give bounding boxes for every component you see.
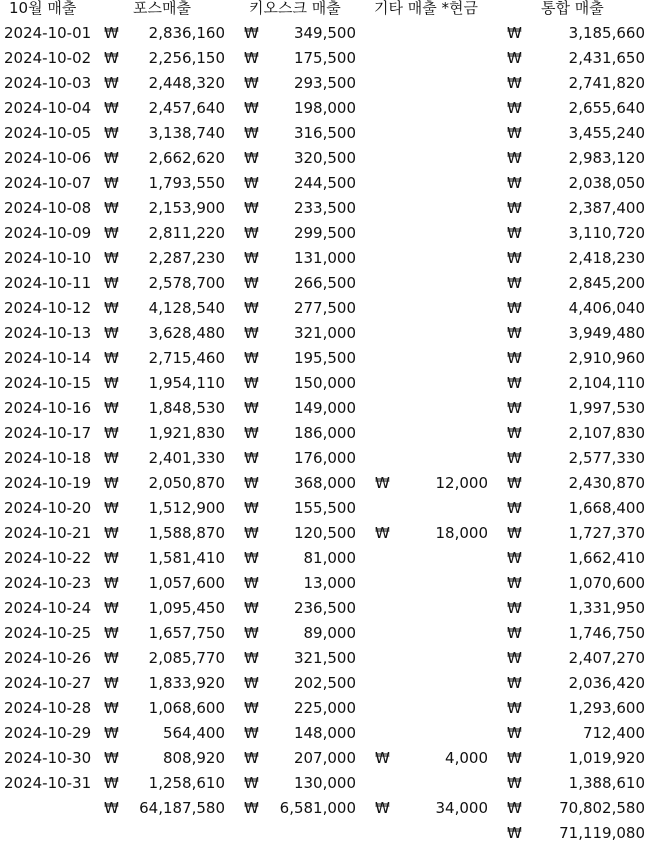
currency-icon: ₩ <box>104 674 119 692</box>
row-date: 2024-10-23 <box>4 574 92 592</box>
row-total-sales: 3,949,480 <box>568 324 645 342</box>
currency-icon: ₩ <box>244 199 259 217</box>
table-row <box>0 496 656 521</box>
row-pos-sales: 1,057,600 <box>148 574 225 592</box>
row-pos-sales: 2,578,700 <box>148 274 225 292</box>
currency-icon: ₩ <box>244 699 259 717</box>
currency-icon: ₩ <box>244 599 259 617</box>
table-row <box>0 421 656 446</box>
row-pos-sales: 1,921,830 <box>148 424 225 442</box>
row-date: 2024-10-13 <box>4 324 92 342</box>
currency-icon: ₩ <box>104 724 119 742</box>
currency-icon: ₩ <box>244 299 259 317</box>
row-total-sales: 1,746,750 <box>568 624 645 642</box>
currency-icon: ₩ <box>507 399 522 417</box>
currency-icon: ₩ <box>244 349 259 367</box>
row-pos-sales: 1,848,530 <box>148 399 225 417</box>
currency-icon: ₩ <box>507 374 522 392</box>
currency-icon: ₩ <box>375 799 390 817</box>
row-total-sales: 4,406,040 <box>568 299 645 317</box>
row-total-sales: 2,036,420 <box>568 674 645 692</box>
row-total-sales: 2,577,330 <box>568 449 645 467</box>
currency-icon: ₩ <box>507 99 522 117</box>
currency-icon: ₩ <box>104 299 119 317</box>
table-row <box>0 71 656 96</box>
currency-icon: ₩ <box>507 149 522 167</box>
row-date: 2024-10-26 <box>4 649 92 667</box>
table-row <box>0 471 656 496</box>
row-kiosk-sales: 299,500 <box>293 224 356 242</box>
currency-icon: ₩ <box>104 799 119 817</box>
currency-icon: ₩ <box>104 99 119 117</box>
row-pos-sales: 3,138,740 <box>148 124 225 142</box>
row-pos-sales: 2,287,230 <box>148 249 225 267</box>
row-total-sales: 2,387,400 <box>568 199 645 217</box>
row-total-sales: 1,997,530 <box>568 399 645 417</box>
currency-icon: ₩ <box>104 324 119 342</box>
row-kiosk-sales: 266,500 <box>293 274 356 292</box>
currency-icon: ₩ <box>104 149 119 167</box>
row-date: 2024-10-03 <box>4 74 92 92</box>
currency-icon: ₩ <box>507 449 522 467</box>
currency-icon: ₩ <box>507 199 522 217</box>
currency-icon: ₩ <box>244 524 259 542</box>
currency-icon: ₩ <box>104 274 119 292</box>
row-pos-sales: 2,662,620 <box>148 149 225 167</box>
header-other-sales: 기타 매출 *현금 <box>374 0 478 17</box>
table-row <box>0 271 656 296</box>
row-date: 2024-10-20 <box>4 499 92 517</box>
currency-icon: ₩ <box>507 499 522 517</box>
row-kiosk-sales: 149,000 <box>293 399 356 417</box>
currency-icon: ₩ <box>104 499 119 517</box>
currency-icon: ₩ <box>104 549 119 567</box>
row-pos-sales: 1,258,610 <box>148 774 225 792</box>
row-total-sales: 2,431,650 <box>568 49 645 67</box>
table-row <box>0 621 656 646</box>
row-total-sales: 2,038,050 <box>568 174 645 192</box>
currency-icon: ₩ <box>507 624 522 642</box>
grand-total-row <box>0 821 656 846</box>
currency-icon: ₩ <box>507 524 522 542</box>
row-other-sales: 18,000 <box>435 524 488 542</box>
row-total-sales: 2,741,820 <box>568 74 645 92</box>
total-kiosk: 6,581,000 <box>279 799 356 817</box>
row-pos-sales: 2,085,770 <box>148 649 225 667</box>
row-kiosk-sales: 81,000 <box>303 549 356 567</box>
currency-icon: ₩ <box>507 549 522 567</box>
row-date: 2024-10-05 <box>4 124 92 142</box>
currency-icon: ₩ <box>104 699 119 717</box>
currency-icon: ₩ <box>244 549 259 567</box>
row-date: 2024-10-31 <box>4 774 92 792</box>
header-total-sales: 통합 매출 <box>541 0 604 17</box>
row-date: 2024-10-28 <box>4 699 92 717</box>
row-total-sales: 1,070,600 <box>568 574 645 592</box>
currency-icon: ₩ <box>244 24 259 42</box>
currency-icon: ₩ <box>104 524 119 542</box>
row-date: 2024-10-21 <box>4 524 92 542</box>
row-pos-sales: 1,657,750 <box>148 624 225 642</box>
row-kiosk-sales: 321,000 <box>293 324 356 342</box>
currency-icon: ₩ <box>104 199 119 217</box>
row-date: 2024-10-04 <box>4 99 92 117</box>
currency-icon: ₩ <box>507 649 522 667</box>
row-total-sales: 1,662,410 <box>568 549 645 567</box>
currency-icon: ₩ <box>244 624 259 642</box>
currency-icon: ₩ <box>507 249 522 267</box>
row-kiosk-sales: 321,500 <box>293 649 356 667</box>
row-date: 2024-10-19 <box>4 474 92 492</box>
row-date: 2024-10-07 <box>4 174 92 192</box>
currency-icon: ₩ <box>244 224 259 242</box>
currency-icon: ₩ <box>244 674 259 692</box>
table-row <box>0 371 656 396</box>
table-row <box>0 321 656 346</box>
row-date: 2024-10-10 <box>4 249 92 267</box>
row-kiosk-sales: 186,000 <box>293 424 356 442</box>
row-date: 2024-10-29 <box>4 724 92 742</box>
row-total-sales: 2,104,110 <box>568 374 645 392</box>
row-kiosk-sales: 120,500 <box>293 524 356 542</box>
table-row <box>0 21 656 46</box>
currency-icon: ₩ <box>507 49 522 67</box>
currency-icon: ₩ <box>507 599 522 617</box>
table-row <box>0 96 656 121</box>
table-row <box>0 121 656 146</box>
row-date: 2024-10-18 <box>4 449 92 467</box>
row-total-sales: 712,400 <box>582 724 645 742</box>
currency-icon: ₩ <box>104 224 119 242</box>
currency-icon: ₩ <box>104 574 119 592</box>
row-pos-sales: 1,954,110 <box>148 374 225 392</box>
currency-icon: ₩ <box>507 274 522 292</box>
row-pos-sales: 2,153,900 <box>148 199 225 217</box>
currency-icon: ₩ <box>244 449 259 467</box>
grand-total: 71,119,080 <box>559 824 645 842</box>
table-row <box>0 446 656 471</box>
currency-icon: ₩ <box>507 24 522 42</box>
row-pos-sales: 1,588,870 <box>148 524 225 542</box>
table-row <box>0 296 656 321</box>
row-date: 2024-10-27 <box>4 674 92 692</box>
row-kiosk-sales: 148,000 <box>293 724 356 742</box>
row-kiosk-sales: 277,500 <box>293 299 356 317</box>
currency-icon: ₩ <box>104 174 119 192</box>
table-row <box>0 746 656 771</box>
currency-icon: ₩ <box>104 399 119 417</box>
row-total-sales: 2,418,230 <box>568 249 645 267</box>
row-kiosk-sales: 316,500 <box>293 124 356 142</box>
row-date: 2024-10-15 <box>4 374 92 392</box>
currency-icon: ₩ <box>104 74 119 92</box>
row-kiosk-sales: 131,000 <box>293 249 356 267</box>
row-date: 2024-10-14 <box>4 349 92 367</box>
table-row <box>0 46 656 71</box>
currency-icon: ₩ <box>244 499 259 517</box>
currency-icon: ₩ <box>507 349 522 367</box>
row-total-sales: 3,185,660 <box>568 24 645 42</box>
header-date: 10월 매출 <box>9 0 77 17</box>
row-pos-sales: 1,512,900 <box>148 499 225 517</box>
table-row <box>0 771 656 796</box>
currency-icon: ₩ <box>507 299 522 317</box>
currency-icon: ₩ <box>104 749 119 767</box>
row-kiosk-sales: 195,500 <box>293 349 356 367</box>
row-total-sales: 1,293,600 <box>568 699 645 717</box>
currency-icon: ₩ <box>104 474 119 492</box>
row-kiosk-sales: 202,500 <box>293 674 356 692</box>
row-kiosk-sales: 349,500 <box>293 24 356 42</box>
currency-icon: ₩ <box>507 324 522 342</box>
currency-icon: ₩ <box>507 749 522 767</box>
row-total-sales: 2,910,960 <box>568 349 645 367</box>
currency-icon: ₩ <box>104 49 119 67</box>
currency-icon: ₩ <box>104 24 119 42</box>
currency-icon: ₩ <box>375 749 390 767</box>
row-pos-sales: 808,920 <box>162 749 225 767</box>
currency-icon: ₩ <box>507 574 522 592</box>
currency-icon: ₩ <box>507 824 522 842</box>
currency-icon: ₩ <box>244 274 259 292</box>
row-date: 2024-10-25 <box>4 624 92 642</box>
row-total-sales: 2,430,870 <box>568 474 645 492</box>
row-total-sales: 3,110,720 <box>568 224 645 242</box>
currency-icon: ₩ <box>104 424 119 442</box>
row-total-sales: 1,727,370 <box>568 524 645 542</box>
currency-icon: ₩ <box>507 124 522 142</box>
table-row <box>0 396 656 421</box>
currency-icon: ₩ <box>507 724 522 742</box>
row-date: 2024-10-12 <box>4 299 92 317</box>
header-pos-sales: 포스매출 <box>133 0 191 17</box>
row-total-sales: 2,107,830 <box>568 424 645 442</box>
row-total-sales: 2,983,120 <box>568 149 645 167</box>
row-pos-sales: 2,401,330 <box>148 449 225 467</box>
row-kiosk-sales: 150,000 <box>293 374 356 392</box>
currency-icon: ₩ <box>104 624 119 642</box>
row-kiosk-sales: 207,000 <box>293 749 356 767</box>
currency-icon: ₩ <box>244 374 259 392</box>
currency-icon: ₩ <box>507 674 522 692</box>
row-pos-sales: 1,095,450 <box>148 599 225 617</box>
currency-icon: ₩ <box>244 749 259 767</box>
currency-icon: ₩ <box>244 99 259 117</box>
currency-icon: ₩ <box>104 124 119 142</box>
table-row <box>0 246 656 271</box>
row-pos-sales: 4,128,540 <box>148 299 225 317</box>
currency-icon: ₩ <box>244 74 259 92</box>
row-date: 2024-10-17 <box>4 424 92 442</box>
table-row <box>0 546 656 571</box>
currency-icon: ₩ <box>244 799 259 817</box>
currency-icon: ₩ <box>507 224 522 242</box>
row-pos-sales: 2,448,320 <box>148 74 225 92</box>
row-kiosk-sales: 198,000 <box>293 99 356 117</box>
currency-icon: ₩ <box>507 799 522 817</box>
table-row <box>0 146 656 171</box>
row-pos-sales: 2,811,220 <box>148 224 225 242</box>
row-total-sales: 1,388,610 <box>568 774 645 792</box>
currency-icon: ₩ <box>244 149 259 167</box>
totals-row <box>0 796 656 821</box>
currency-icon: ₩ <box>104 249 119 267</box>
row-kiosk-sales: 176,000 <box>293 449 356 467</box>
currency-icon: ₩ <box>244 649 259 667</box>
currency-icon: ₩ <box>507 424 522 442</box>
table-row <box>0 646 656 671</box>
row-date: 2024-10-02 <box>4 49 92 67</box>
currency-icon: ₩ <box>244 124 259 142</box>
table-row <box>0 196 656 221</box>
total-pos: 64,187,580 <box>139 799 225 817</box>
row-other-sales: 12,000 <box>435 474 488 492</box>
row-date: 2024-10-08 <box>4 199 92 217</box>
row-pos-sales: 2,256,150 <box>148 49 225 67</box>
total-combined: 70,802,580 <box>559 799 645 817</box>
row-kiosk-sales: 175,500 <box>293 49 356 67</box>
row-kiosk-sales: 368,000 <box>293 474 356 492</box>
currency-icon: ₩ <box>104 774 119 792</box>
table-row <box>0 221 656 246</box>
currency-icon: ₩ <box>104 649 119 667</box>
row-total-sales: 2,655,640 <box>568 99 645 117</box>
table-row <box>0 721 656 746</box>
row-pos-sales: 1,833,920 <box>148 674 225 692</box>
currency-icon: ₩ <box>507 699 522 717</box>
row-date: 2024-10-16 <box>4 399 92 417</box>
row-kiosk-sales: 89,000 <box>303 624 356 642</box>
currency-icon: ₩ <box>375 474 390 492</box>
table-row <box>0 571 656 596</box>
currency-icon: ₩ <box>104 449 119 467</box>
header-kiosk-sales: 키오스크 매출 <box>249 0 341 17</box>
row-total-sales: 2,407,270 <box>568 649 645 667</box>
row-total-sales: 1,331,950 <box>568 599 645 617</box>
row-pos-sales: 1,068,600 <box>148 699 225 717</box>
row-total-sales: 1,668,400 <box>568 499 645 517</box>
row-total-sales: 2,845,200 <box>568 274 645 292</box>
currency-icon: ₩ <box>104 599 119 617</box>
currency-icon: ₩ <box>244 424 259 442</box>
row-kiosk-sales: 155,500 <box>293 499 356 517</box>
currency-icon: ₩ <box>104 374 119 392</box>
row-date: 2024-10-09 <box>4 224 92 242</box>
row-date: 2024-10-22 <box>4 549 92 567</box>
row-date: 2024-10-01 <box>4 24 92 42</box>
row-date: 2024-10-11 <box>4 274 92 292</box>
currency-icon: ₩ <box>507 774 522 792</box>
row-kiosk-sales: 225,000 <box>293 699 356 717</box>
row-kiosk-sales: 320,500 <box>293 149 356 167</box>
row-pos-sales: 1,581,410 <box>148 549 225 567</box>
currency-icon: ₩ <box>244 774 259 792</box>
row-pos-sales: 3,628,480 <box>148 324 225 342</box>
row-other-sales: 4,000 <box>445 749 488 767</box>
row-pos-sales: 2,836,160 <box>148 24 225 42</box>
row-date: 2024-10-24 <box>4 599 92 617</box>
row-pos-sales: 1,793,550 <box>148 174 225 192</box>
table-row <box>0 521 656 546</box>
row-kiosk-sales: 13,000 <box>303 574 356 592</box>
currency-icon: ₩ <box>244 174 259 192</box>
row-pos-sales: 564,400 <box>162 724 225 742</box>
table-row <box>0 671 656 696</box>
table-row <box>0 596 656 621</box>
currency-icon: ₩ <box>244 574 259 592</box>
row-pos-sales: 2,050,870 <box>148 474 225 492</box>
currency-icon: ₩ <box>507 74 522 92</box>
row-date: 2024-10-30 <box>4 749 92 767</box>
row-kiosk-sales: 244,500 <box>293 174 356 192</box>
currency-icon: ₩ <box>507 474 522 492</box>
currency-icon: ₩ <box>104 349 119 367</box>
row-kiosk-sales: 236,500 <box>293 599 356 617</box>
currency-icon: ₩ <box>244 399 259 417</box>
table-row <box>0 346 656 371</box>
currency-icon: ₩ <box>244 474 259 492</box>
currency-icon: ₩ <box>244 49 259 67</box>
total-other: 34,000 <box>435 799 488 817</box>
row-total-sales: 3,455,240 <box>568 124 645 142</box>
currency-icon: ₩ <box>244 324 259 342</box>
row-pos-sales: 2,457,640 <box>148 99 225 117</box>
currency-icon: ₩ <box>375 524 390 542</box>
header-row <box>0 0 656 21</box>
table-row <box>0 696 656 721</box>
row-date: 2024-10-06 <box>4 149 92 167</box>
row-kiosk-sales: 293,500 <box>293 74 356 92</box>
row-pos-sales: 2,715,460 <box>148 349 225 367</box>
currency-icon: ₩ <box>507 174 522 192</box>
row-total-sales: 1,019,920 <box>568 749 645 767</box>
currency-icon: ₩ <box>244 724 259 742</box>
row-kiosk-sales: 130,000 <box>293 774 356 792</box>
currency-icon: ₩ <box>244 249 259 267</box>
table-row <box>0 171 656 196</box>
row-kiosk-sales: 233,500 <box>293 199 356 217</box>
